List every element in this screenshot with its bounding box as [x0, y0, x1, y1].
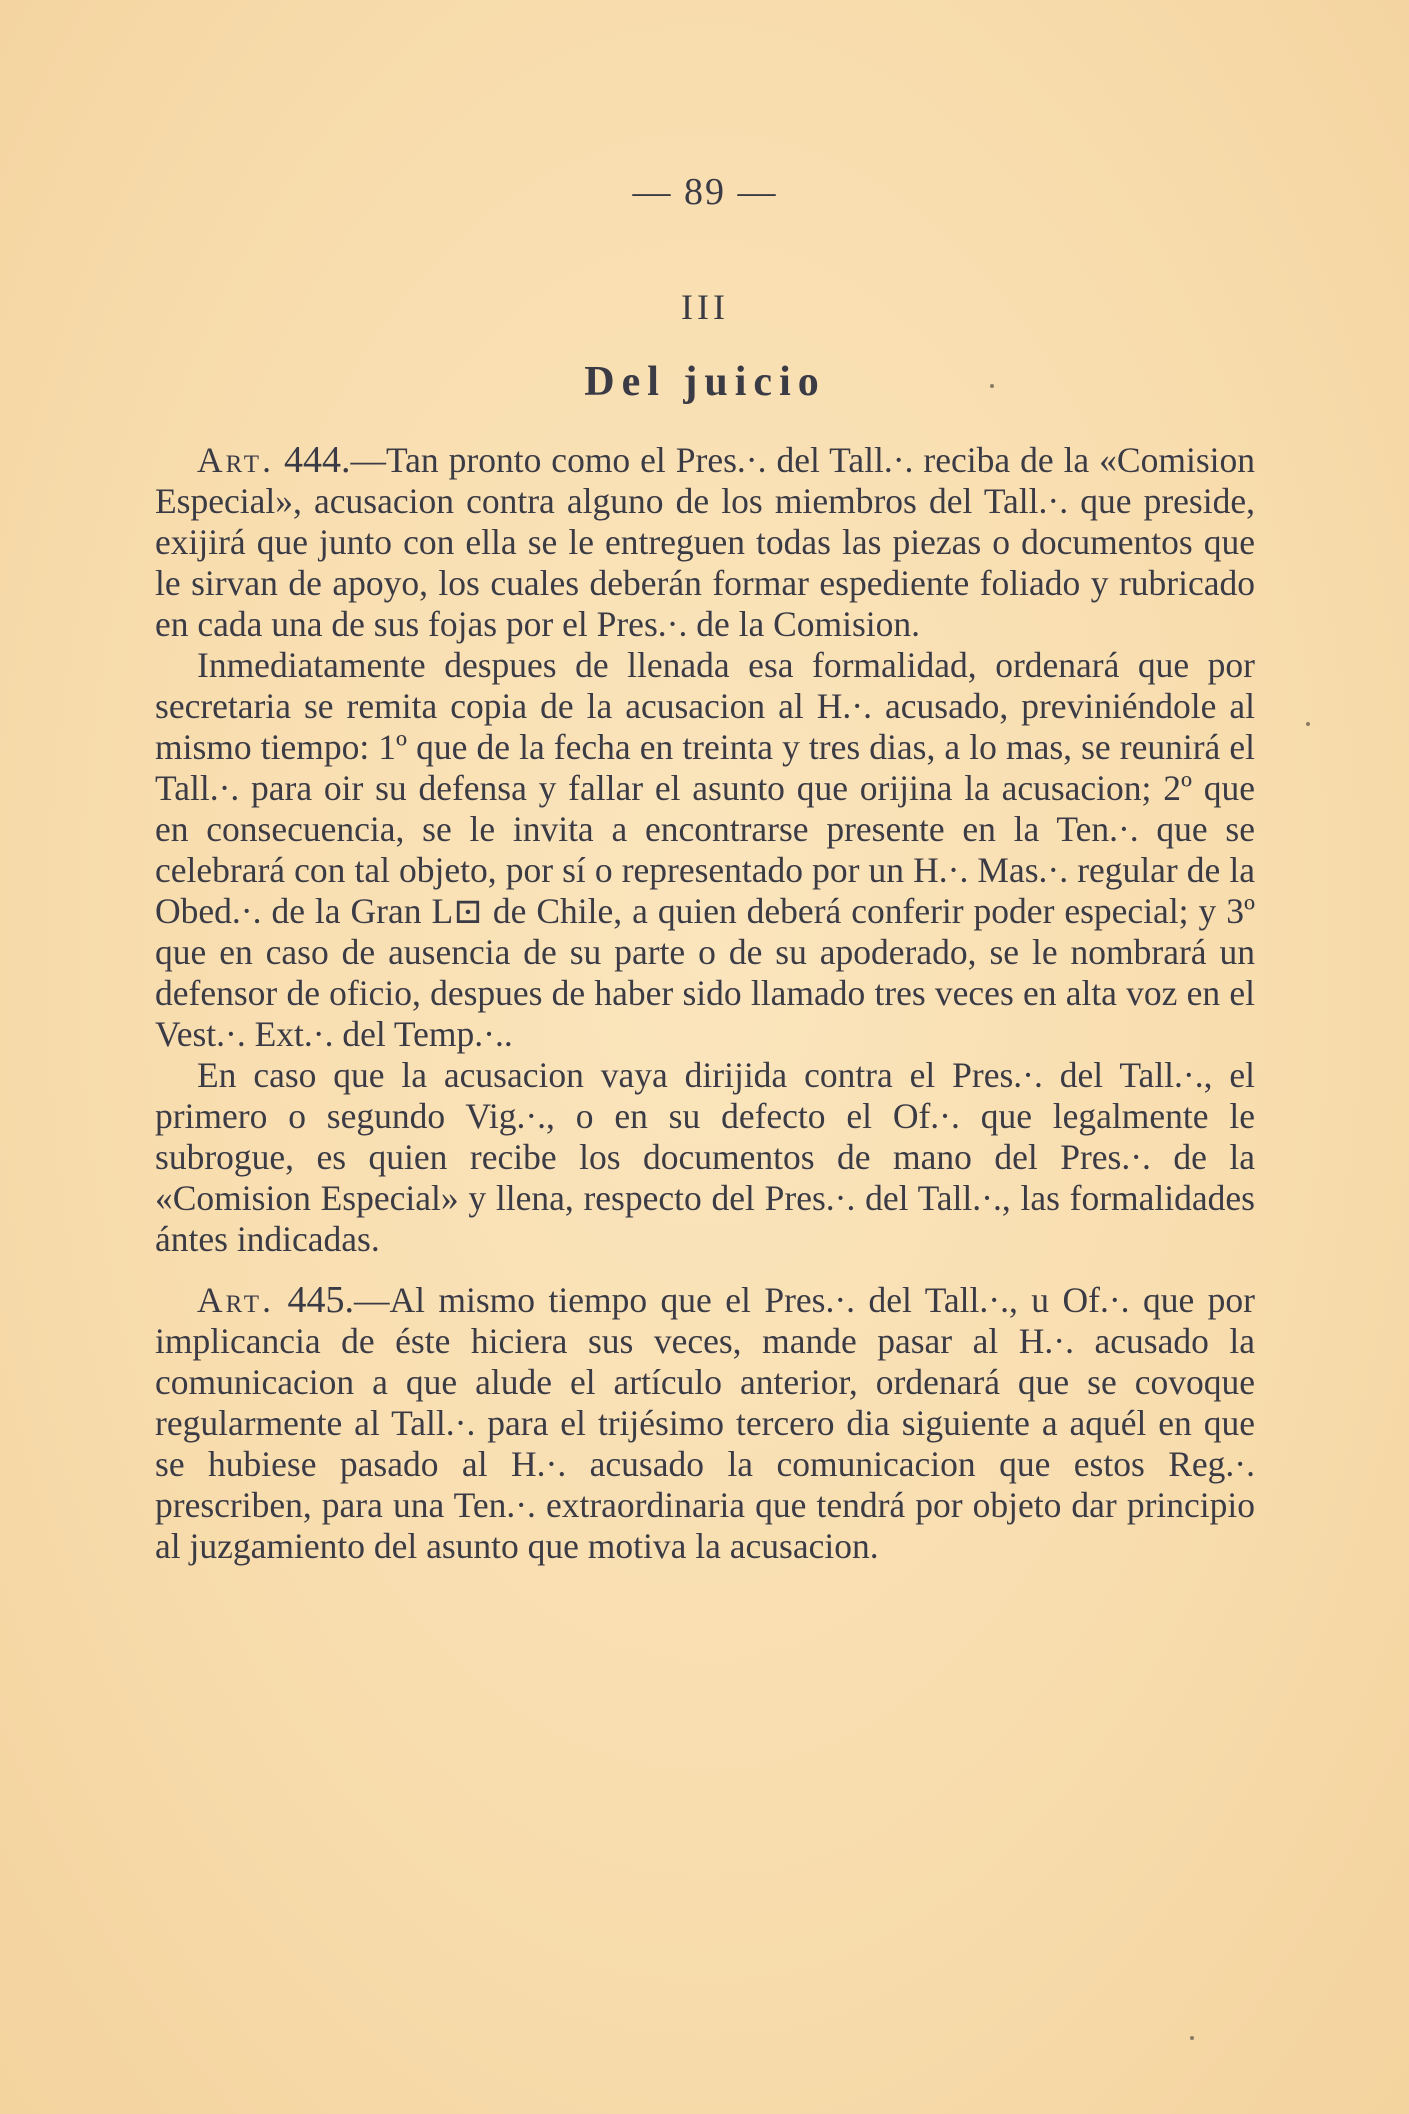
article-444-paragraph-3: En caso que la acusacion vaya dirijida contra el Pres.·. del Tall.·., el primero o segundo Vig.·., o en su defecto el Of.·. que legalmente le subrogue, es quien recibe los documentos de mano del Pres.·. de la «Comision Especial» y llena, respecto del Pres.·. del Tall.·., las formalidades ántes indicadas. [155, 1055, 1255, 1259]
paragraph-gap [155, 1260, 1255, 1280]
paper-speck [1190, 2036, 1194, 2040]
body-text [155, 440, 1255, 1567]
paper-speck [990, 384, 994, 388]
article-label: Art. [197, 440, 274, 480]
article-number: 445. [287, 1279, 354, 1321]
article-444-paragraph-1 [155, 440, 1255, 645]
section-numeral: III [681, 287, 729, 327]
article-444-paragraph-2: Inmediatamente despues de llenada esa formalidad, ordenará que por secretaria se remita copia de la acusacion al H.·. acusado, previniéndole al mismo tiempo: 1º que de la fecha en treinta y tres dias, a lo mas, se reunirá el Tall.·. para oir su defensa y fallar el asunto que orijina la acusacion; 2º que en consecuencia, se le invita a encontrarse presente en la Ten.·. que se celebrará con tal objeto, por sí o representado por un H.·. Mas.·. regular de la Obed.·. de la Gran L⊡ de Chile, a quien deberá conferir poder especial; y 3º que en caso de ausencia de su parte o de su apoderado, se le nombrará un defensor de oficio, despues de haber sido llamado tres veces en alta voz en el Vest.·. Ext.·. del Temp.·.. [155, 645, 1255, 1054]
section-title: Del juicio [584, 359, 826, 405]
page-number: — 89 — [632, 171, 778, 213]
article-label: Art. [197, 1280, 274, 1320]
article-number: 444. [283, 439, 351, 481]
article-445-paragraph-1 [155, 1280, 1255, 1567]
article-text: —Al mismo tiempo que el Pres.·. del Tall.·., u Of.·. que por implicancia de éste hiciera sus veces, mande pasar al H.·. acusado la comunicacion a que alude el artículo anterior, ordenará que se covoque regularmente al Tall.·. para el trijésimo tercero dia siguiente a aquél en que se hubiese pasado al H.·. acusado la comunicacion que estos Reg.·. prescriben, para una Ten.·. extraordinaria que tendrá por objeto dar principio al juzgamiento del asunto que motiva la acusacion. [155, 1280, 1256, 1566]
article-text: —Tan pronto como el Pres.·. del Tall.·. reciba de la «Comision Especial», acusacion contra alguno de los miembros del Tall.·. que preside, exijirá que junto con ella se le entreguen todas las piezas o documentos que le sirvan de apoyo, los cuales deberán formar espediente foliado y rubricado en cada una de sus fojas por el Pres.·. de la Comision. [155, 440, 1256, 644]
paper-speck [1306, 722, 1310, 726]
